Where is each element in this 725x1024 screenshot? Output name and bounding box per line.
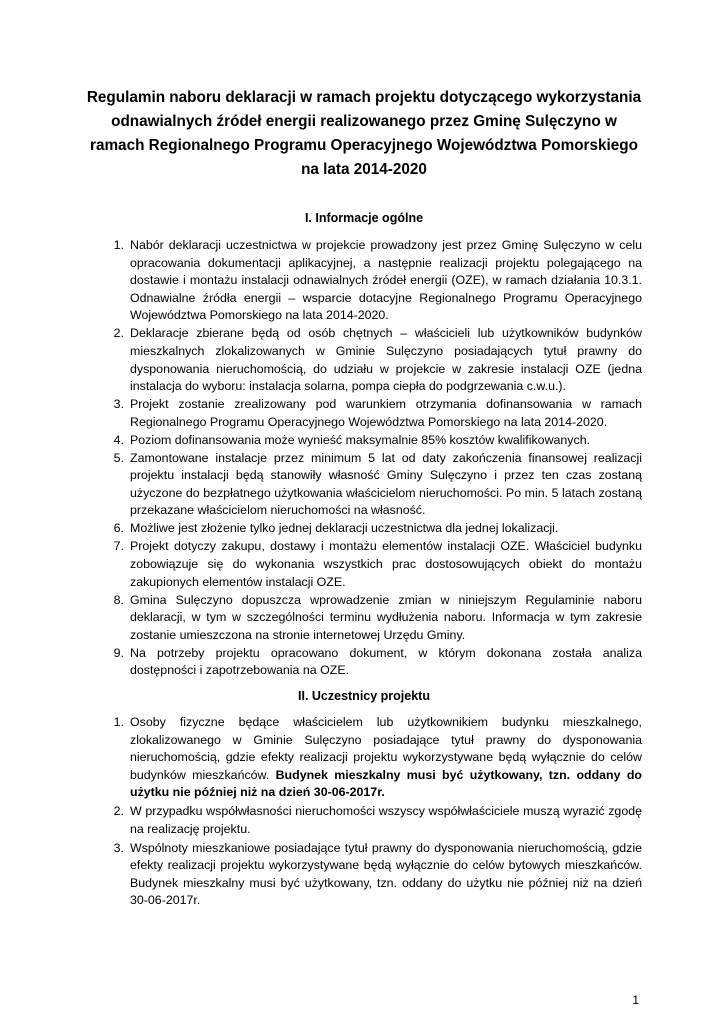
- list-item: [113, 803, 642, 838]
- item-text: Nabór deklaracji uczestnictwa w projekcie prowadzony jest przez Gminę Sulęczyno w celu opracowania dokumentacji aplikacyjnej, a następnie realizacji projektu polegającego na dostawie i montażu instalacji odnawialnych źródeł energii (OZE), w ramach działania 10.3.1. Odnawialne źródła energii – wsparcie dotacyjne Regionalnego Programu Operacyjnego Województwa Pomorskiego na lata 2014-2020.: [130, 238, 642, 323]
- list-item: [113, 645, 642, 680]
- item-number: 6.: [113, 521, 124, 536]
- item-text: Poziom dofinansowania może wynieść maksymalnie 85% kosztów kwalifikowanych.: [130, 432, 591, 447]
- list-item: [113, 450, 642, 520]
- item-text: Zamontowane instalacje przez minimum 5 lat od daty zakończenia finansowej realizacji projektu instalacji będą stanowiły własność Gminy Sulęczyno i przez ten czas zostaną użyczone do bezpłatnego użytkowania właścicielom nieruchomości. Po min. 5 latach zostaną przekazane właścicielom nieruchomości na własność.: [130, 450, 642, 518]
- item-number: 2.: [113, 326, 124, 341]
- item-text: Możliwe jest złożenie tylko jednej deklaracji uczestnictwa dla jednej lokalizacji.: [130, 521, 559, 536]
- item-number: 5.: [113, 450, 124, 465]
- general-info-list: [113, 237, 642, 680]
- list-item: [113, 396, 642, 431]
- item-text: Deklaracje zbierane będą od osób chętnych – właścicieli lub użytkowników budynków mieszkalnych zlokalizowanych w Gminie Sulęczyno posiadających tytuł prawny do dysponowania nieruchomością, do udziału w projekcie w zakresie instalacji OZE (jedna instalacja do wyboru: instalacja solarna, pompa ciepła do podgrzewania c.w.u.).: [130, 326, 642, 394]
- section-heading-participants: II. Uczestnicy projektu: [298, 689, 430, 703]
- item-text: Projekt dotyczy zakupu, dostawy i montażu elementów instalacji OZE. Właściciel budynku zobowiązuje się do wykonania wszystkich prac dostosowujących obiekt do montażu zakupionych elementów instalacji OZE.: [130, 539, 642, 589]
- participants-list: [113, 714, 642, 911]
- item-number: 3.: [113, 397, 124, 412]
- item-number: 8.: [113, 592, 124, 607]
- list-item: [113, 432, 642, 450]
- list-item: [113, 840, 642, 910]
- item-text: W przypadku współwłasności nieruchomości wszyscy współwłaściciele muszą wyrazić zgodę na realizację projektu.: [130, 804, 642, 836]
- list-item: [113, 520, 642, 538]
- item-text: Na potrzeby projektu opracowano dokument, w którym dokonana została analiza dostępności i zapotrzebowania na OZE.: [130, 645, 642, 678]
- list-item: [113, 325, 642, 395]
- item-bold-text: Budynek mieszkalny musi być użytkowany, tzn. oddany do użytku nie później niż na dzień 30-06-2017r.: [130, 767, 642, 800]
- item-text: Projekt zostanie zrealizowany pod warunkiem otrzymania dofinansowania w ramach Regionalnego Programu Operacyjnego Województwa Pomorskiego na lata 2014-2020.: [130, 397, 642, 429]
- section-heading-general-info: I. Informacje ogólne: [304, 211, 424, 225]
- list-item: [113, 592, 642, 645]
- item-number: 2.: [113, 804, 124, 819]
- item-number: 3.: [113, 840, 124, 855]
- item-text: Gmina Sulęczyno dopuszcza wprowadzenie zmian w niniejszym Regulaminie naboru deklaracji, w tym w szczególności terminu wydłużenia naboru. Informacja w tym zakresie zostanie umieszczona na stronie internetowej Urzędu Gminy.: [130, 592, 642, 642]
- list-item: [113, 237, 642, 325]
- item-number: 1.: [113, 715, 124, 729]
- item-number: 9.: [113, 645, 124, 660]
- item-number: 4.: [113, 432, 124, 447]
- list-item: [113, 538, 642, 591]
- item-number: 7.: [113, 539, 124, 554]
- item-number: 1.: [113, 238, 124, 252]
- document-title: Regulamin naboru deklaracji w ramach projektu dotyczącego wykorzystania odnawialnych źródeł energii realizowanego przez Gminę Sulęczyno w ramach Regionalnego Programu Operacyjnego Województwa Pomorskiego na lata 2014-2020: [86, 89, 642, 178]
- page-number: 1: [632, 993, 639, 1007]
- item-text: Wspólnoty mieszkaniowe posiadające tytuł prawny do dysponowania nieruchomością, gdzie efekty realizacji projektu wykorzystywane będą wyłącznie do celów bytowych mieszkańców. Budynek mieszkalny musi być użytkowany, tzn. oddany do użytku nie później niż na dzień 30-06-2017r.: [130, 840, 642, 908]
- item-text: Osoby fizyczne będące właścicielem lub użytkownikiem budynku mieszkalnego, zlokalizowanego w Gminie Sulęczyno posiadające tytuł prawny do dysponowania nieruchomością, gdzie efekty realizacji projektu wykorzystywane będą wyłącznie do celów budynków mieszkańców.: [130, 715, 642, 782]
- list-item: [113, 714, 642, 802]
